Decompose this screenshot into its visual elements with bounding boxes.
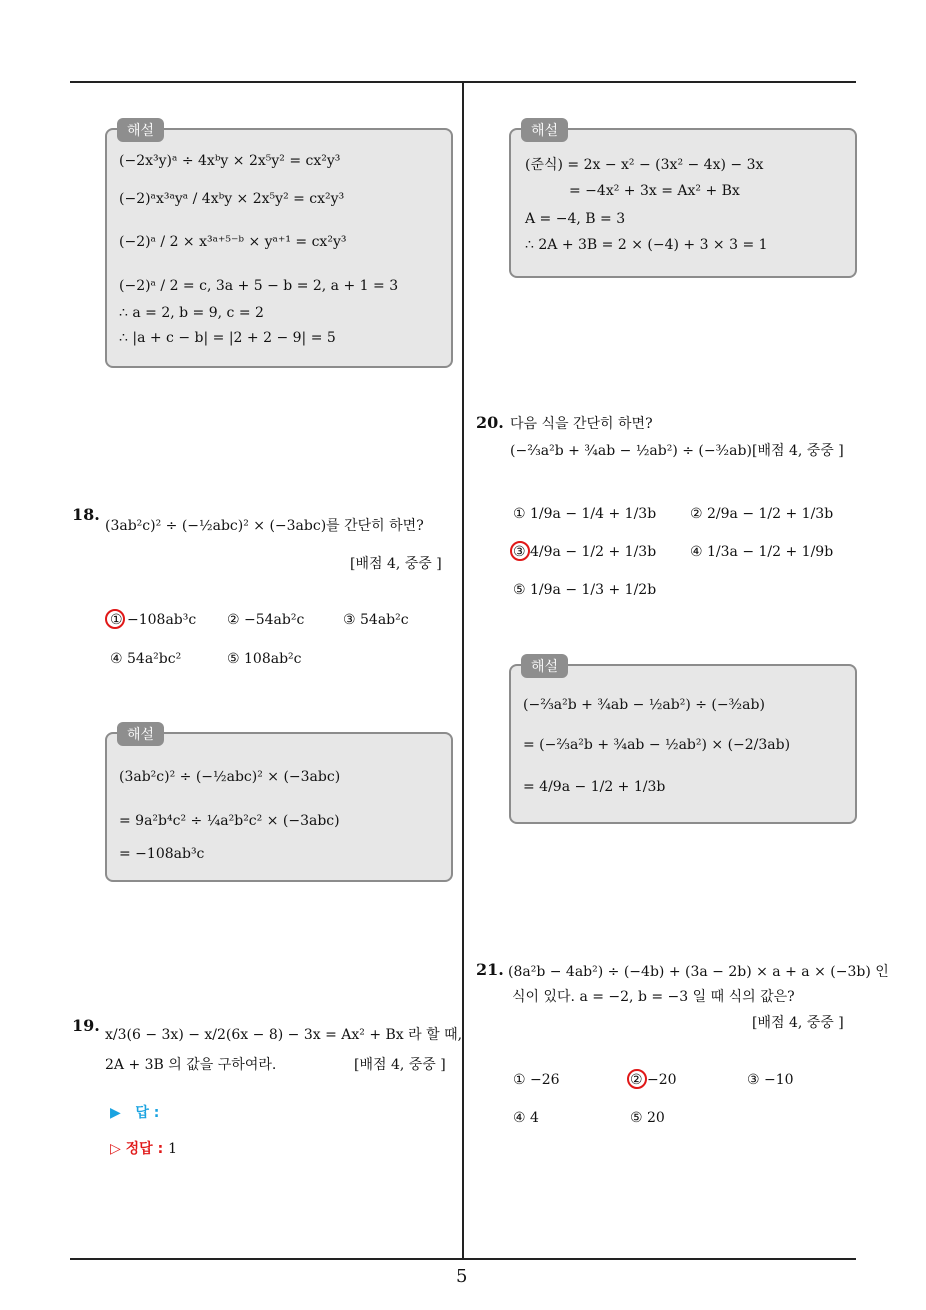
- solution-line: (−2)ᵃ / 2 = c, 3a + 5 − b = 2, a + 1 = 3: [119, 278, 399, 294]
- question-number: 18.: [72, 505, 100, 524]
- option-2[interactable]: ② 2/9a − 1/2 + 1/3b: [690, 506, 834, 522]
- answer-row: [110, 1102, 159, 1122]
- page-number: 5: [456, 1266, 468, 1287]
- column-divider: [462, 83, 464, 1259]
- bottom-rule: [70, 1258, 856, 1260]
- solution-tag: 해설: [521, 118, 568, 142]
- option-5[interactable]: ⑤ 1/9a − 1/3 + 1/2b: [513, 582, 657, 598]
- score-label: [배점 4, 중중 ]: [752, 443, 844, 459]
- option-3[interactable]: ③ 4/9a − 1/2 + 1/3b: [513, 544, 657, 560]
- question-text-line2: 2A + 3B 의 값을 구하여라.: [105, 1057, 277, 1073]
- option-3[interactable]: ③ 54ab²c: [343, 612, 409, 628]
- question-expression: (−⅔a²b + ¾ab − ½ab²) ÷ (−³⁄₂ab): [510, 443, 752, 459]
- correct-label: 정답 :: [125, 1141, 164, 1157]
- option-4[interactable]: ④ 4: [513, 1110, 539, 1126]
- solution-line: = 9a²b⁴c² ÷ ¼a²b²c² × (−3abc): [119, 813, 340, 829]
- solution-box-20: [509, 659, 857, 824]
- option-1[interactable]: ① −108ab³c: [110, 612, 197, 628]
- question-number: 20.: [476, 413, 504, 432]
- solution-line: (준식) = 2x − x² − (3x² − 4x) − 3x: [525, 157, 764, 173]
- question-text-line1: x/3(6 − 3x) − x/2(6x − 8) − 3x = Ax² + Bx 라 할 때,: [105, 1027, 463, 1043]
- solution-tag: 해설: [521, 654, 568, 678]
- option-5[interactable]: ⑤ 108ab²c: [227, 651, 302, 667]
- option-5[interactable]: ⑤ 20: [630, 1110, 665, 1126]
- solution-line: (3ab²c)² ÷ (−½abc)² × (−3abc): [119, 769, 341, 785]
- play-icon: ▶: [110, 1105, 121, 1121]
- question-number: 21.: [476, 960, 504, 979]
- solution-line: ∴ 2A + 3B = 2 × (−4) + 3 × 3 = 1: [525, 237, 768, 253]
- answer-label: 답 :: [135, 1105, 160, 1121]
- solution-line: (−2)ᵃx³ᵃyᵃ / 4xᵇy × 2x⁵y² = cx²y³: [119, 191, 345, 207]
- solution-line: ∴ |a + c − b| = |2 + 2 − 9| = 5: [119, 330, 336, 346]
- option-1[interactable]: ① 1/9a − 1/4 + 1/3b: [513, 506, 657, 522]
- solution-line: ∴ a = 2, b = 9, c = 2: [119, 305, 264, 321]
- solution-line: = −108ab³c: [119, 846, 205, 862]
- solution-box-19: [509, 123, 857, 278]
- question-number: 19.: [72, 1016, 100, 1035]
- solution-box-17: [105, 123, 453, 368]
- question-text-line2: 식이 있다. a = −2, b = −3 일 때 식의 값은?: [512, 989, 795, 1005]
- correct-value: 1: [168, 1141, 177, 1157]
- question-text: 다음 식을 간단히 하면?: [510, 416, 653, 432]
- solution-line: (−⅔a²b + ¾ab − ½ab²) ÷ (−³⁄₂ab): [523, 697, 765, 713]
- solution-tag: 해설: [117, 118, 164, 142]
- solution-box-18: [105, 727, 453, 882]
- option-4[interactable]: ④ 1/3a − 1/2 + 1/9b: [690, 544, 834, 560]
- option-1[interactable]: ① −26: [513, 1072, 560, 1088]
- solution-line: (−2)ᵃ / 2 × x³ᵃ⁺⁵⁻ᵇ × yᵃ⁺¹ = cx²y³: [119, 234, 347, 250]
- question-text-line1: (8a²b − 4ab²) ÷ (−4b) + (3a − 2b) × a + a × (−3b) 인: [508, 964, 889, 980]
- option-3[interactable]: ③ −10: [747, 1072, 794, 1088]
- triangle-outline-icon: ▷: [110, 1141, 121, 1157]
- option-2[interactable]: ② −20: [630, 1072, 677, 1088]
- correct-answer-row: [110, 1138, 177, 1158]
- solution-line: = (−⅔a²b + ¾ab − ½ab²) × (−2/3ab): [523, 737, 791, 753]
- score-label: [배점 4, 중중 ]: [354, 1057, 446, 1073]
- question-text: (3ab²c)² ÷ (−½abc)² × (−3abc)를 간단히 하면?: [105, 518, 424, 534]
- solution-line: A = −4, B = 3: [525, 211, 626, 227]
- solution-line: (−2x³y)ᵃ ÷ 4xᵇy × 2x⁵y² = cx²y³: [119, 153, 341, 169]
- option-2[interactable]: ② −54ab²c: [227, 612, 305, 628]
- solution-tag: 해설: [117, 722, 164, 746]
- solution-line: = −4x² + 3x = Ax² + Bx: [569, 183, 740, 199]
- score-label: [배점 4, 중중 ]: [752, 1015, 844, 1031]
- solution-line: = 4/9a − 1/2 + 1/3b: [523, 779, 666, 795]
- score-label: [배점 4, 중중 ]: [350, 556, 442, 572]
- option-4[interactable]: ④ 54a²bc²: [110, 651, 182, 667]
